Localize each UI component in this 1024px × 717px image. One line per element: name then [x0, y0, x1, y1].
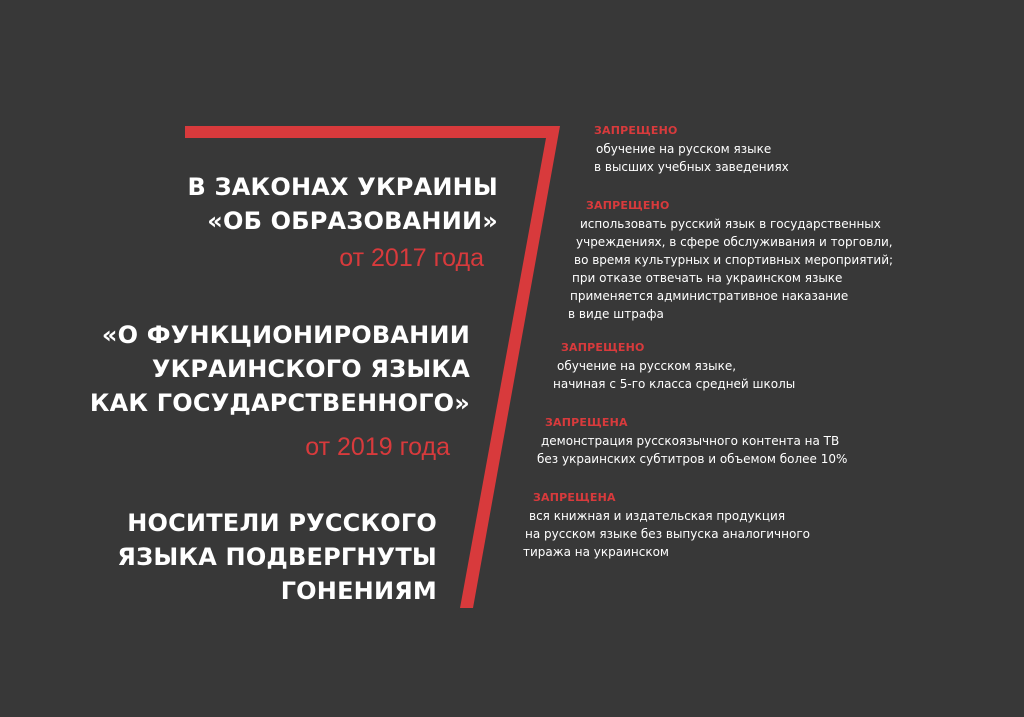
ban-3 [553, 339, 795, 393]
ban-3-line-1: обучение на русском языке, [557, 359, 737, 373]
ban-5-line-2: на русском языке без выпуска аналогичного [525, 527, 810, 541]
law-2019-block [90, 318, 470, 420]
ban-2-line-5: применяется административное наказание [570, 289, 849, 303]
ban-4-line-1: демонстрация русскоязычного контента на ТВ [541, 434, 840, 448]
ban-5-line-1: вся книжная и издательская продукция [529, 509, 786, 523]
ban-5-label: ЗАПРЕЩЕНА [533, 491, 616, 504]
ban-1 [594, 122, 789, 176]
conclusion-line-1: НОСИТЕЛИ РУССКОГО [127, 509, 437, 537]
law-2019-year: от 2019 года [305, 433, 450, 461]
law-2017-year-block [339, 241, 484, 275]
ban-2-line-4: при отказе отвечать на украинском языке [572, 271, 843, 285]
ban-2-line-2: учреждениях, в сфере обслуживания и торговли, [576, 235, 893, 249]
conclusion-line-2: ЯЗЫКА ПОДВЕРГНУТЫ [117, 543, 437, 571]
law-2019-line-1: «О ФУНКЦИОНИРОВАНИИ [101, 321, 470, 349]
law-2017-line-1: В ЗАКОНАХ УКРАИНЫ [187, 173, 498, 201]
ban-2 [568, 197, 893, 323]
ban-2-label: ЗАПРЕЩЕНО [586, 199, 670, 212]
ban-4-line-2: без украинских субтитров и объемом более 10% [537, 452, 848, 466]
ban-1-label: ЗАПРЕЩЕНО [594, 124, 678, 137]
conclusion-line-3: ГОНЕНИЯМ [280, 577, 437, 605]
ban-5-line-3: тиража на украинском [523, 545, 669, 559]
ban-2-line-3: во время культурных и спортивных мероприятий; [574, 253, 894, 267]
ban-2-line-1: использовать русский язык в государственных [580, 217, 881, 231]
law-2017-block [187, 170, 498, 238]
ban-1-line-2: в высших учебных заведениях [594, 160, 789, 174]
ban-4-label: ЗАПРЕЩЕНА [545, 416, 628, 429]
ban-5 [521, 489, 810, 561]
ban-2-line-6: в виде штрафа [568, 307, 664, 321]
law-2017-line-2: «ОБ ОБРАЗОВАНИИ» [207, 207, 498, 235]
law-2019-line-3: КАК ГОСУДАРСТВЕННОГО» [89, 389, 470, 417]
ban-3-label: ЗАПРЕЩЕНО [561, 341, 645, 354]
law-2019-line-2: УКРАИНСКОГО ЯЗЫКА [151, 355, 470, 383]
ban-3-line-2: начиная с 5-го класса средней школы [553, 377, 796, 391]
conclusion-block [117, 506, 437, 608]
law-2017-year: от 2017 года [339, 244, 484, 272]
law-2019-year-block [305, 430, 450, 464]
ban-1-line-1: обучение на русском языке [596, 142, 772, 156]
ban-4 [537, 414, 847, 468]
